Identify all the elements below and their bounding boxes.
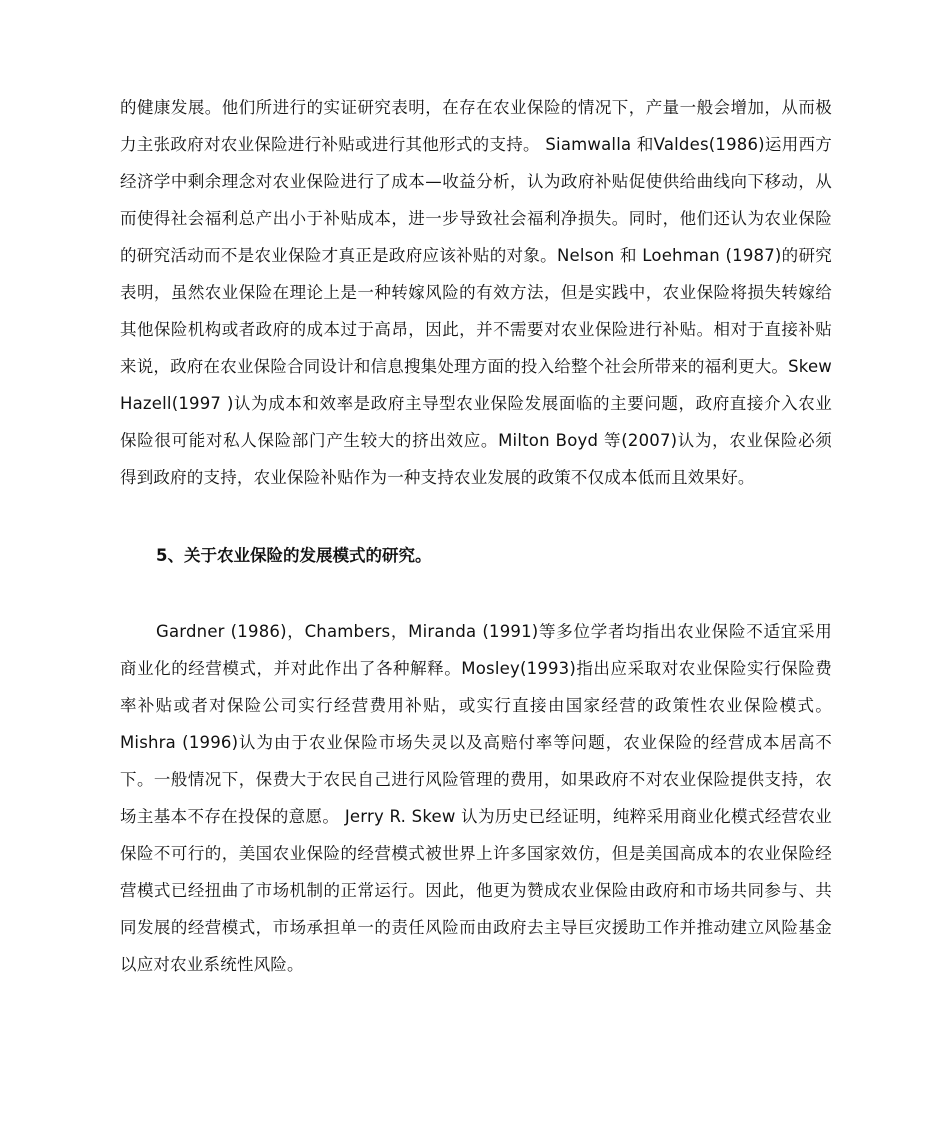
paragraph-development-model-review: Gardner (1986)，Chambers，Miranda (1991)等多位学者均指出农业保险不适宜采用商业化的经营模式，并对此作出了各种解释。Mosley(1993)指出应采取对农业保险实行保险费率补贴或者对保险公司实行经营费用补贴，或实行直接由国家经营的政策性农业保险模式。Mishra (1996)认为由于农业保险市场失灵以及高赔付率等问题，农业保险的经营成本居高不下。一般情况下，保费大于农民自己进行风险管理的费用，如果政府不对农业保险提供支持，农场主基本不存在投保的意愿。 Jerry R. Skew 认为历史已经证明，纯粹采用商业化模式经营农业保险不可行的，美国农业保险的经营模式被世界上许多国家效仿，但是美国高成本的农业保险经营模式已经扭曲了市场机制的正常运行。因此，他更为赞成农业保险由政府和市场共同参与、共同发展的经营模式，市场承担单一的责任风险而由政府去主导巨灾援助工作并推动建立风险基金以应对农业系统性风险。 (120, 622, 832, 974)
document-page (120, 89, 832, 983)
paragraph-literature-review-subsidy: 的健康发展。他们所进行的实证研究表明，在存在农业保险的情况下，产量一般会增加，从而极力主张政府对农业保险进行补贴或进行其他形式的支持。 Siamwalla 和Valdes(1986)运用西方经济学中剩余理念对农业保险进行了成本—收益分析，认为政府补贴促使供给曲线向下移动，从而使得社会福利总产出小于补贴成本，进一步导致社会福利净损失。同时，他们还认为农业保险的研究活动而不是农业保险才真正是政府应该补贴的对象。Nelson 和 Loehman (1987)的研究表明，虽然农业保险在理论上是一种转嫁风险的有效方法，但是实践中，农业保险将损失转嫁给其他保险机构或者政府的成本过于高昂，因此，并不需要对农业保险进行补贴。相对于直接补贴来说，政府在农业保险合同设计和信息搜集处理方面的投入给整个社会所带来的福利更大。Skew Hazell(1997 )认为成本和效率是政府主导型农业保险发展面临的主要问题，政府直接介入农业保险很可能对私人保险部门产生较大的挤出效应。Milton Boyd 等(2007)认为，农业保险必须得到政府的支持，农业保险补贴作为一种支持农业发展的政策不仅成本低而且效果好。 (120, 98, 832, 487)
section-heading-development-model: 5、关于农业保险的发展模式的研究。 (156, 546, 432, 565)
